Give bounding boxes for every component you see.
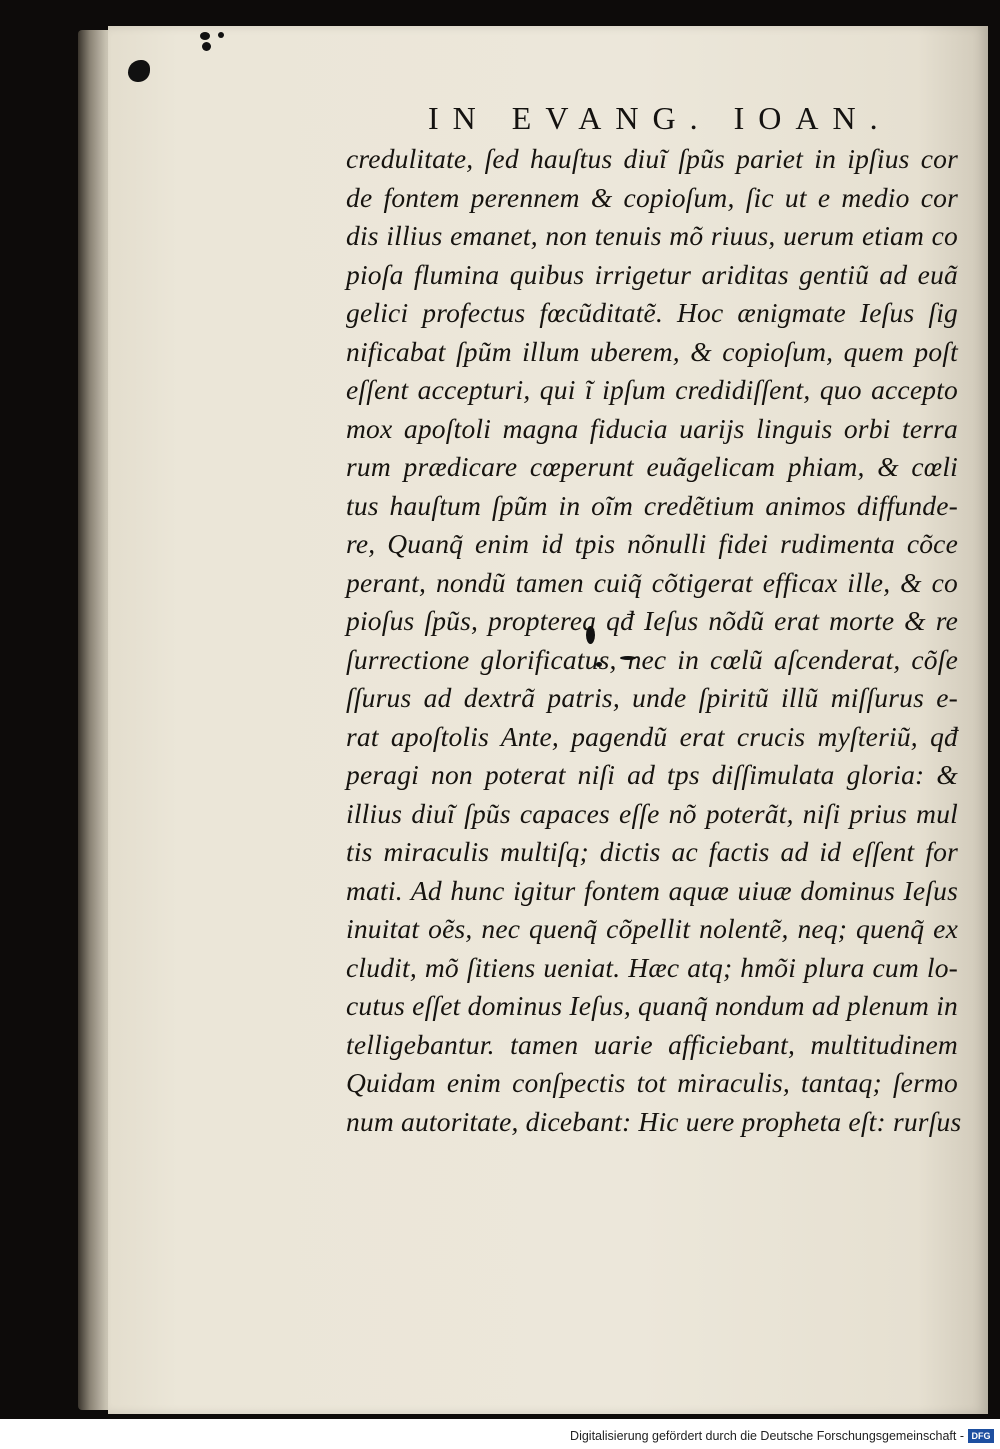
- text-line: pioſus ſpũs, propterea qđ Ieſus nõdũ erat morte & re: [346, 605, 958, 636]
- ink-blot: [218, 32, 224, 38]
- text-line: peragi non poterat niſi ad tps diſſimulata gloria: &: [346, 759, 958, 790]
- text-line: inuitat oẽs, nec quenq̃ cõpellit nolentẽ, neq; quenq̃ ex: [346, 913, 958, 944]
- text-line: tis miraculis multiſq; dictis ac factis ad id eſſent for: [346, 836, 958, 867]
- funding-credit: Digitalisierung gefördert durch die Deutsche Forschungsgemeinschaft -: [570, 1429, 964, 1443]
- text-line: eſſent accepturi, qui ĩ ipſum credidiſſent, quo accepto: [346, 374, 958, 405]
- text-line: re, Quanq̃ enim id tpis nõnulli fidei rudimenta cõce: [346, 528, 958, 559]
- text-line: ſurrectione glorificatus, nec in cœlũ aſcenderat, cõſe: [346, 643, 958, 675]
- dfg-logo-icon: DFG: [968, 1429, 994, 1443]
- text-line: dis illius emanet, non tenuis mõ riuus, uerum etiam co: [346, 220, 958, 251]
- body-text: [346, 140, 962, 1141]
- text-line: gelici profectus fœcũditatẽ. Hoc ænigmate Ieſus ſig: [346, 297, 958, 328]
- text-line: Quidam enim conſpectis tot miraculis, tantaq; ſermo: [346, 1067, 958, 1098]
- text-line: nificabat ſpũm illum uberem, & copioſum, quem poſt: [346, 335, 958, 367]
- text-line: rat apoſtolis Ante, pagendũ erat crucis myſteriũ, qđ: [346, 720, 958, 752]
- text-line: cludit, mõ ſitiens ueniat. Hæc atq; hmõi plura cum lo-: [346, 951, 958, 983]
- text-line: telligebantur. tamen uarie afficiebant, multitudinem: [346, 1028, 958, 1060]
- ink-blot: [200, 32, 210, 40]
- text-line: num autoritate, dicebant: Hic uere propheta eſt: rurſus: [346, 1105, 962, 1137]
- text-line: perant, nondũ tamen cuiq̃ cõtigerat efficax ille, & co: [346, 566, 958, 598]
- text-line: pioſa flumina quibus irrigetur ariditas gentiũ ad euã: [346, 258, 958, 290]
- text-line: mox apoſtoli magna fiducia uarijs linguis orbi terra: [346, 412, 958, 444]
- text-line: credulitate, ſed hauſtus diuĩ ſpũs pariet in ipſius cor: [346, 143, 958, 174]
- text-line: illius diuĩ ſpũs capaces eſſe nõ poterãt, niſi prius mul: [346, 797, 958, 829]
- text-line: rum prædicare cœperunt euãgelicam phiam, & cœli: [346, 451, 958, 482]
- running-head: IN EVANG. IOAN.: [428, 100, 892, 136]
- text-line: mati. Ad hunc igitur fontem aquæ uiuæ dominus Ieſus: [346, 874, 958, 906]
- ink-blot: [128, 60, 150, 82]
- text-line: cutus eſſet dominus Ieſus, quanq̃ nondum ad plenum in: [346, 990, 958, 1021]
- footer-bar: [0, 1419, 1000, 1449]
- text-line: ſſurus ad dextrã patris, unde ſpiritũ illũ miſſurus e-: [346, 682, 958, 713]
- text-line: de fontem perennem & copioſum, ſic ut e medio cor: [346, 181, 958, 213]
- ink-blot: [202, 42, 211, 51]
- text-line: tus hauſtum ſpũm in oĩm credẽtium animos diffunde-: [346, 489, 958, 521]
